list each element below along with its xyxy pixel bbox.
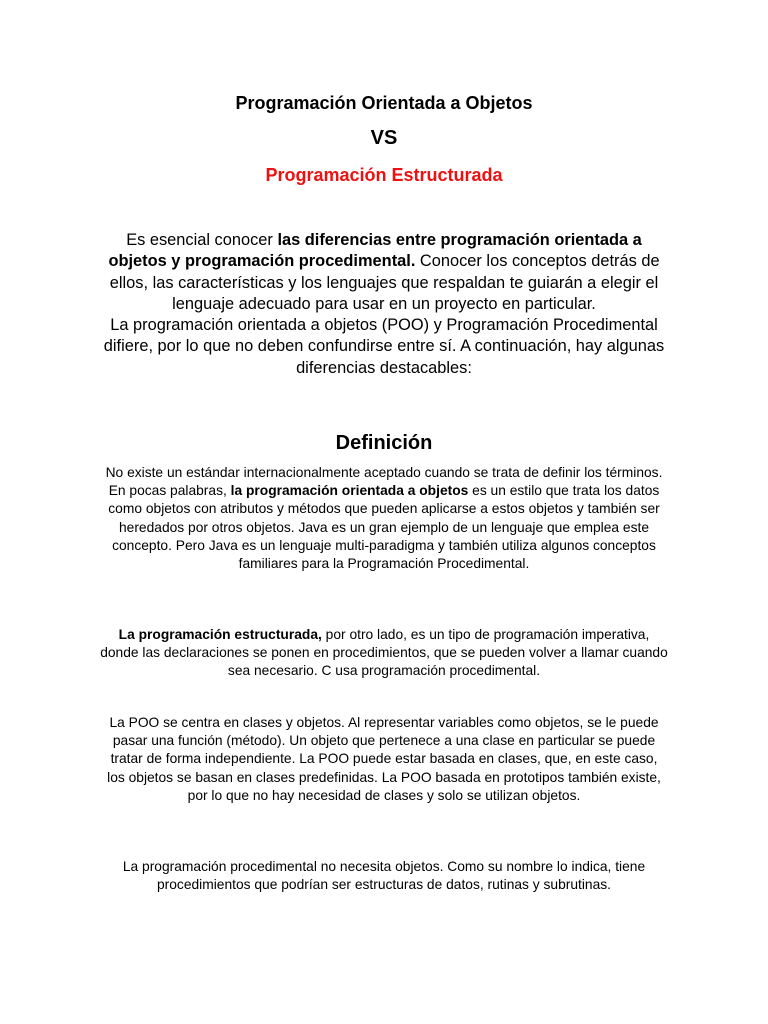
intro-block [100, 230, 668, 379]
intro-paragraph-2: La programación orientada a objetos (POO) y Programación Procedimental difiere, por lo que no deben confundirse entre sí. A continuación, hay algunas diferencias destacables: [103, 316, 665, 377]
paragraph-text [100, 464, 668, 573]
document-subtitle: Programación Estructurada [265, 165, 503, 185]
definition-paragraph-3 [100, 714, 668, 805]
paragraph-text: La POO se centra en clases y objetos. Al representar variables como objetos, se le puede pasar una función (método). Un objeto que pertenece a una clase en particular se puede tratar de forma independiente. La POO puede estar basada en clases, que, en este caso, los objetos se basan en clases predefinidas. La POO basada en prototipos también existe, por lo que no hay necesidad de clases y solo se utilizan objetos. [107, 715, 661, 803]
paragraph-bold-term: La programación estructurada, [118, 627, 322, 642]
paragraph-bold-term: la programación orientada a objetos [230, 483, 469, 499]
title-vs: VS [370, 127, 398, 149]
definition-paragraph-4 [100, 858, 668, 894]
intro-text-continued: Conocer los conceptos detrás de ellos, las características y los lenguajes que respaldan te guiarán a elegir el lenguaje adecuado para usar en un proyecto en particular. [109, 252, 660, 313]
definition-paragraph-2 [100, 626, 668, 681]
paragraph-text: La programación procedimental no necesita objetos. Como su nombre lo indica, tiene procedimientos que podrían ser estructuras de datos, rutinas y subrutinas. [122, 859, 646, 893]
paragraph-text-end: por otro lado, es un tipo de programación imperativa, donde las declaraciones se ponen en procedimientos, que se pueden volver a llamar cuando sea necesario. C usa programación procedimental. [100, 627, 668, 679]
paragraph-text-start: No existe un estándar internacionalmente aceptado cuando se trata de definir los términos. En pocas palabras, [105, 465, 663, 499]
paragraph-text-end: es un estilo que trata los datos como objetos con atributos y métodos que pueden aplicarse a estos objetos y también ser heredados por otros objetos. Java es un gran ejemplo de un lenguaje que emplea este concepto. Pero Java es un lenguaje multi-paradigma y también utiliza algunos conceptos familiares para la Programación Procedimental. [108, 483, 660, 572]
section-heading: Definición [335, 432, 433, 454]
paragraph-text [100, 626, 668, 681]
intro-text: Es esencial conocer [126, 231, 278, 249]
document-title: Programación Orientada a Objetos [235, 93, 533, 113]
intro-bold-text: las diferencias entre programación orientada a objetos y programación procedimental. [108, 231, 642, 271]
intro-paragraph-1 [100, 230, 668, 315]
definition-paragraph-1 [100, 464, 668, 573]
